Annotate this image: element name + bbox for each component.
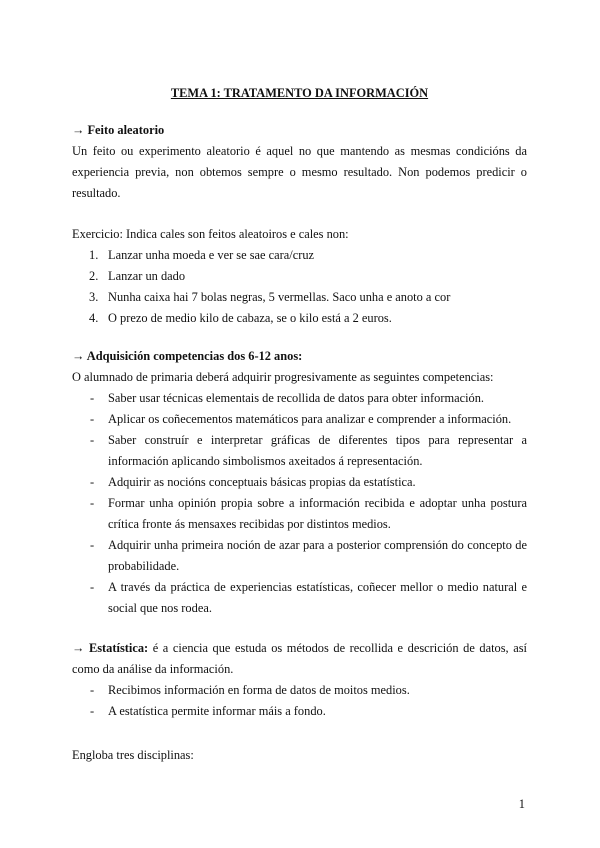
list-item-text: A través da práctica de experiencias estatísticas, coñecer mellor o medio natural e social que nos rodea.	[108, 580, 527, 615]
section-intro-competencies: O alumnado de primaria deberá adquirir progresivamente as seguintes competencias:	[72, 370, 494, 384]
dash-bullet: -	[90, 683, 95, 697]
page-number: 1	[518, 797, 525, 811]
document-title: TEMA 1: TRATAMENTO DA INFORMACIÓN	[170, 86, 429, 100]
section-heading-statistics: → Estatística:	[72, 641, 149, 655]
exercise-intro: Exercicio: Indica cales son feitos aleatoiros e cales non:	[72, 227, 349, 241]
statistics-definition: é a ciencia que estuda os métodos de recollida e descrición de datos, así como da análise da información.	[72, 641, 527, 676]
list-item	[72, 577, 527, 619]
section-text-statistics	[72, 638, 527, 680]
section-competencies	[72, 346, 527, 619]
list-item-text: Adquirir as nocións conceptuais básicas propias da estatística.	[108, 475, 416, 489]
section-text-random-event: Un feito ou experimento aleatorio é aquel no que mantendo as mesmas condicións da experiencia previa, non obtemos sempre o mesmo resultado. Non podemos predicir o resultado.	[72, 144, 527, 200]
list-item	[72, 535, 527, 577]
list-number: 4.	[89, 311, 99, 325]
list-item-text: Aplicar os coñecementos matemáticos para analizar e comprender a información.	[108, 412, 512, 426]
exercise-list	[72, 245, 527, 329]
list-item-text: Saber usar técnicas elementais de recollida de datos para obter información.	[108, 391, 485, 405]
dash-bullet: -	[90, 412, 95, 426]
list-item-text: Lanzar unha moeda e ver se sae cara/cruz	[108, 248, 315, 262]
section-heading-competencies: → Adquisición competencias dos 6-12 anos:	[72, 349, 303, 363]
list-item	[72, 388, 527, 409]
list-item	[72, 266, 527, 287]
list-item-text: Adquirir unha primeira noción de azar para a posterior comprensión do concepto de probabilidade.	[108, 538, 527, 573]
list-item	[72, 680, 527, 701]
list-item	[72, 308, 527, 329]
list-item-text: Saber construír e interpretar gráficas de diferentes tipos para representar a información aplicando simbolismos axeitados á representación.	[108, 433, 527, 468]
dash-bullet: -	[90, 538, 95, 552]
list-item	[72, 409, 527, 430]
list-item	[72, 701, 527, 722]
list-item-text: Nunha caixa hai 7 bolas negras, 5 vermellas. Saco unha e anoto a cor	[108, 290, 451, 304]
dash-bullet: -	[90, 475, 95, 489]
dash-bullet: -	[90, 496, 95, 510]
list-number: 3.	[89, 290, 99, 304]
list-item-text: A estatística permite informar máis a fondo.	[108, 704, 326, 718]
closing-line: Engloba tres disciplinas:	[72, 748, 194, 762]
list-item-text: O prezo de medio kilo de cabaza, se o kilo está a 2 euros.	[108, 311, 392, 325]
dash-bullet: -	[90, 391, 95, 405]
dash-bullet: -	[90, 704, 95, 718]
list-item-text: Formar unha opinión propia sobre a información recibida e adoptar unha postura crítica fronte ás mensaxes recibidas por distintos medios.	[108, 496, 527, 531]
dash-bullet: -	[90, 580, 95, 594]
list-item	[72, 472, 527, 493]
section-random-event	[72, 120, 527, 204]
list-item	[72, 287, 527, 308]
exercise-block	[72, 224, 527, 329]
list-item	[72, 430, 527, 472]
list-number: 1.	[89, 248, 99, 262]
list-item	[72, 245, 527, 266]
list-number: 2.	[89, 269, 99, 283]
competencies-list	[72, 388, 527, 619]
list-item	[72, 493, 527, 535]
list-item-text: Recibimos información en forma de datos de moitos medios.	[108, 683, 410, 697]
section-statistics	[72, 638, 527, 722]
list-item-text: Lanzar un dado	[108, 269, 186, 283]
dash-bullet: -	[90, 433, 95, 447]
section-heading-random-event: → Feito aleatorio	[72, 123, 165, 137]
statistics-list	[72, 680, 527, 722]
